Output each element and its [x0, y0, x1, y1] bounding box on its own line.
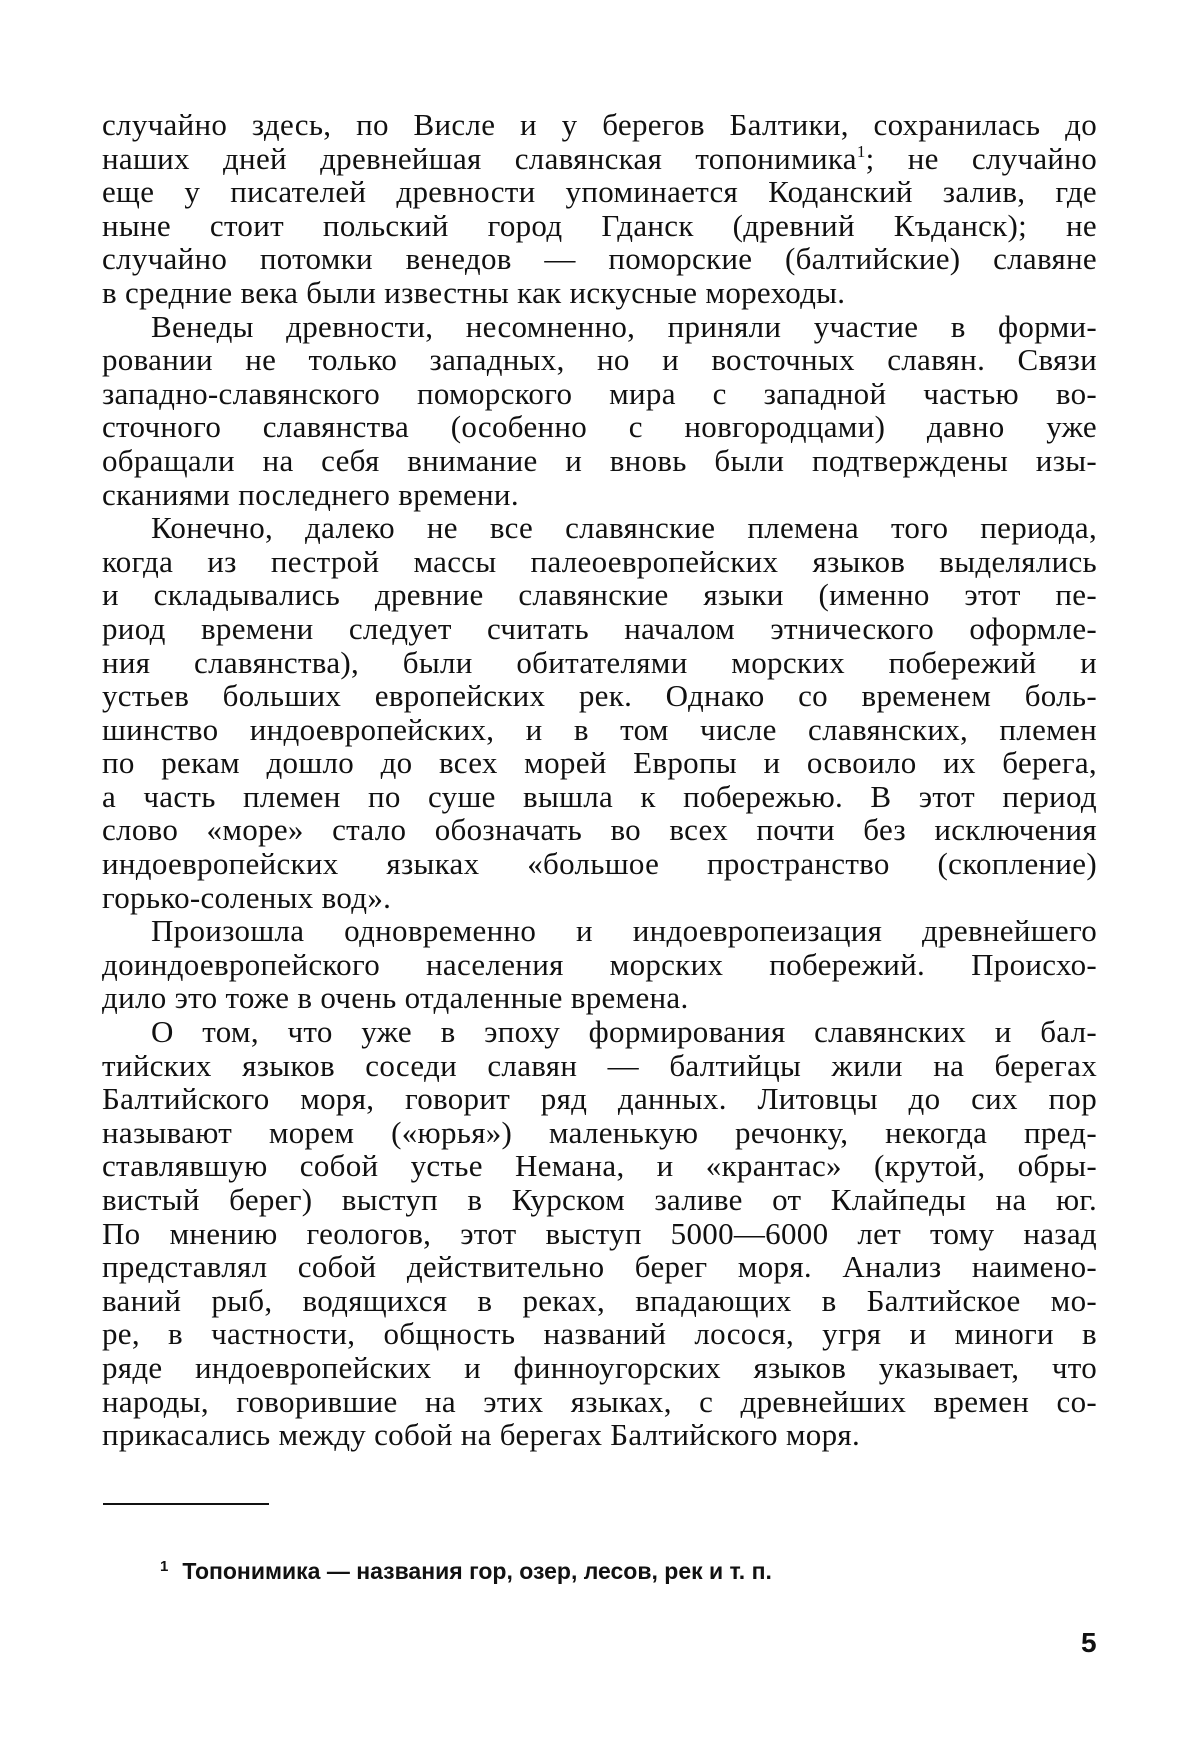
text-line: случайно здесь, по Висле и у берегов Балтики, сохранилась до: [102, 107, 1097, 142]
footnote-separator: [103, 1503, 269, 1505]
text-line: ныне стоит польский город Гданск (древний Къданск); не: [102, 207, 1097, 243]
text-line: индоевропейских языках «большое пространство (скопление): [102, 846, 1097, 882]
text-line: западно-славянского поморского мира с западной частью во-: [102, 375, 1097, 411]
text-line: сканиями последнего времени.: [102, 476, 519, 512]
text-line: Произошла одновременно и индоевропеизация древнейшего: [151, 913, 1097, 949]
text-line: ния славянства), были обитателями морских побережий и: [102, 644, 1097, 680]
text-line: дило это тоже в очень отдаленные времена.: [102, 980, 689, 1016]
text-line: тийских языков соседи славян — балтийцы жили на берегах: [102, 1047, 1097, 1083]
footnote-marker: 1: [160, 1558, 169, 1575]
paragraph-3: [102, 511, 1097, 914]
text-line: прикасались между собой на берегах Балтийского моря.: [102, 1417, 860, 1453]
text-fragment: ; не случайно: [865, 140, 1097, 176]
paragraph-5: [102, 1015, 1097, 1452]
text-line: случайно потомки венедов — поморские (балтийские) славяне: [102, 241, 1097, 277]
text-line: горько-соленых вод».: [102, 879, 392, 915]
text-line: в средние века были известны как искусные мореходы.: [102, 274, 846, 310]
main-text: [102, 108, 1097, 1452]
text-line: когда из пестрой массы палеоевропейских языков выделялись: [102, 543, 1097, 579]
text-line: ряде индоевропейских и финноугорских языков указывает, что: [102, 1349, 1097, 1385]
text-line: обращали на себя внимание и вновь были подтверждены изы-: [102, 442, 1097, 478]
text-line: слово «море» стало обозначать во всех почти без исключения: [102, 812, 1097, 848]
text-line: сточного славянства (особенно с новгородцами) давно уже: [102, 409, 1097, 445]
text-line: по рекам дошло до всех морей Европы и освоило их берега,: [102, 745, 1097, 781]
text-line: а часть племен по суше вышла к побережью. В этот период: [102, 778, 1097, 814]
text-line-with-footnote-ref: [102, 142, 1097, 176]
text-line: и складывались древние славянские языки (именно этот пе-: [102, 577, 1097, 613]
text-line: Венеды древности, несомненно, приняли участие в форми-: [151, 308, 1097, 344]
footnote-reference: 1: [856, 141, 866, 161]
paragraph-2: [102, 310, 1097, 512]
text-line: еще у писателей древности упоминается Коданский залив, где: [102, 174, 1097, 210]
text-line: Балтийского моря, говорит ряд данных. Литовцы до сих пор: [102, 1081, 1097, 1117]
text-line: доиндоевропейского населения морских побережий. Происхо-: [102, 946, 1097, 982]
text-line: ваний рыб, водящихся в реках, впадающих в Балтийское мо-: [102, 1282, 1097, 1318]
text-line: называют морем («юрья») маленькую речонку, некогда пред-: [102, 1114, 1097, 1150]
text-line: По мнению геологов, этот выступ 5000—6000 лет тому назад: [102, 1215, 1097, 1251]
text-line: вистый берег) выступ в Курском заливе от Клайпеды на юг.: [102, 1182, 1097, 1217]
paragraph-1: [102, 108, 1097, 310]
text-line: представлял собой действительно берег моря. Анализ наимено-: [102, 1249, 1097, 1285]
text-line: Конечно, далеко не все славянские племена того периода,: [151, 510, 1097, 546]
footnote: [160, 1552, 1060, 1586]
text-fragment: наших дней древнейшая славянская топонимика: [102, 140, 857, 176]
text-line: ставлявшую собой устье Немана, и «крантас» (крутой, обры-: [102, 1148, 1097, 1184]
text-line: шинство индоевропейских, и в том числе славянских, племен: [102, 711, 1097, 747]
text-line: ровании не только западных, но и восточных славян. Связи: [102, 342, 1097, 378]
text-line: ре, в частности, общность названий лосося, угря и миноги в: [102, 1316, 1097, 1352]
page-number: 5: [1081, 1627, 1097, 1658]
text-line: О том, что уже в эпоху формирования славянских и бал-: [151, 1014, 1097, 1050]
text-line: народы, говорившие на этих языках, с древнейших времен со-: [102, 1383, 1097, 1419]
text-line: устьев больших европейских рек. Однако со временем боль-: [102, 678, 1097, 714]
footnote-text: Топонимика — названия гор, озер, лесов, рек и т. п.: [182, 1558, 772, 1584]
text-line: риод времени следует считать началом этнического оформле-: [102, 610, 1097, 646]
paragraph-4: [102, 914, 1097, 1015]
